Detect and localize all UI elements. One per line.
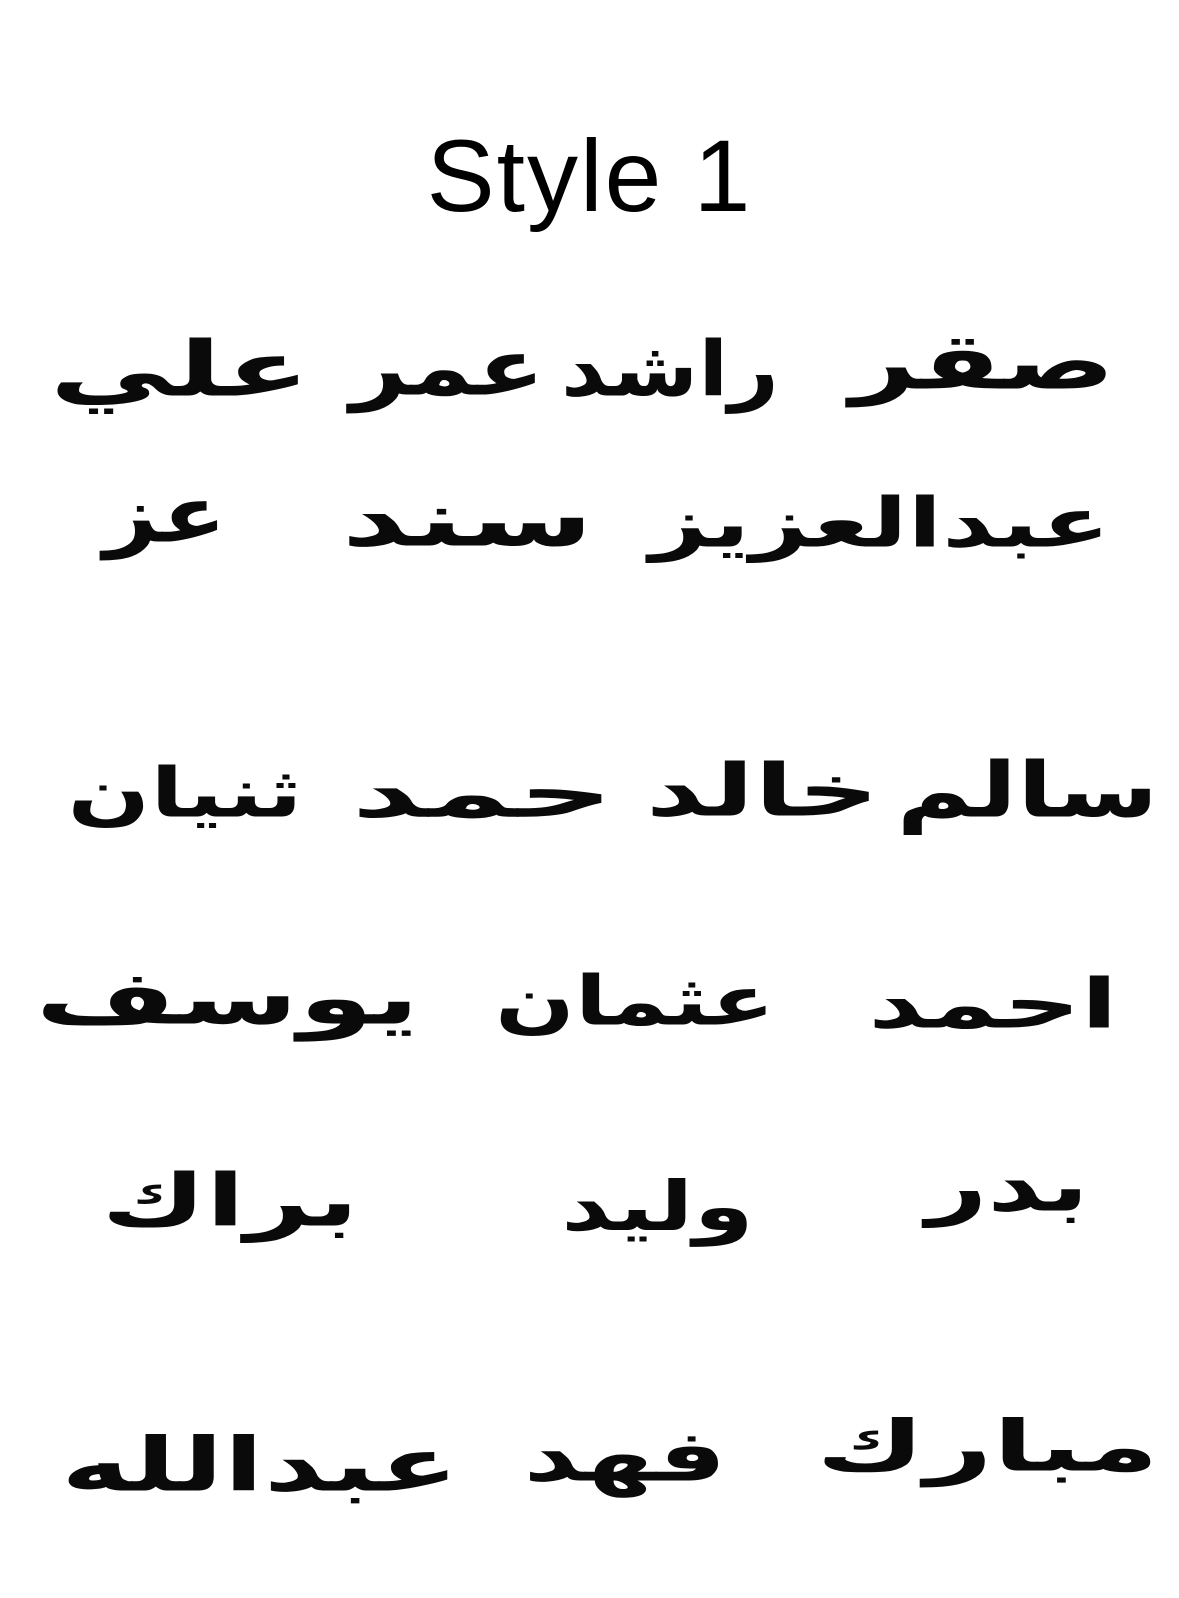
name-rashed: راشد xyxy=(560,325,780,414)
name-ali: علي xyxy=(49,325,311,414)
name-hamad: حمد xyxy=(351,753,614,833)
page-title: Style 1 xyxy=(426,119,753,234)
name-waleed: وليد xyxy=(561,1166,754,1246)
name-ezz: عز xyxy=(103,470,227,561)
name-fahad: فهد xyxy=(523,1416,727,1498)
name-barrak: براك xyxy=(101,1158,359,1243)
name-saqr: صقر xyxy=(850,317,1115,408)
name-badr: بدر xyxy=(926,1143,1089,1228)
name-khaled: خالد xyxy=(645,748,880,833)
name-mubarak: مبارك xyxy=(816,1406,1159,1488)
name-sanad: سند xyxy=(341,475,594,564)
name-abdullah: عبدالله xyxy=(60,1423,460,1509)
name-othman: عثمان xyxy=(495,961,775,1041)
name-yousef: يوسف xyxy=(35,956,420,1042)
name-abdulaziz: عبدالعزيز xyxy=(649,483,1111,563)
name-salem: سالم xyxy=(896,746,1159,835)
name-omar: عمر xyxy=(350,323,545,414)
name-thunayan: ثنيان xyxy=(67,753,303,833)
name-ahmad: احمد xyxy=(868,964,1118,1044)
